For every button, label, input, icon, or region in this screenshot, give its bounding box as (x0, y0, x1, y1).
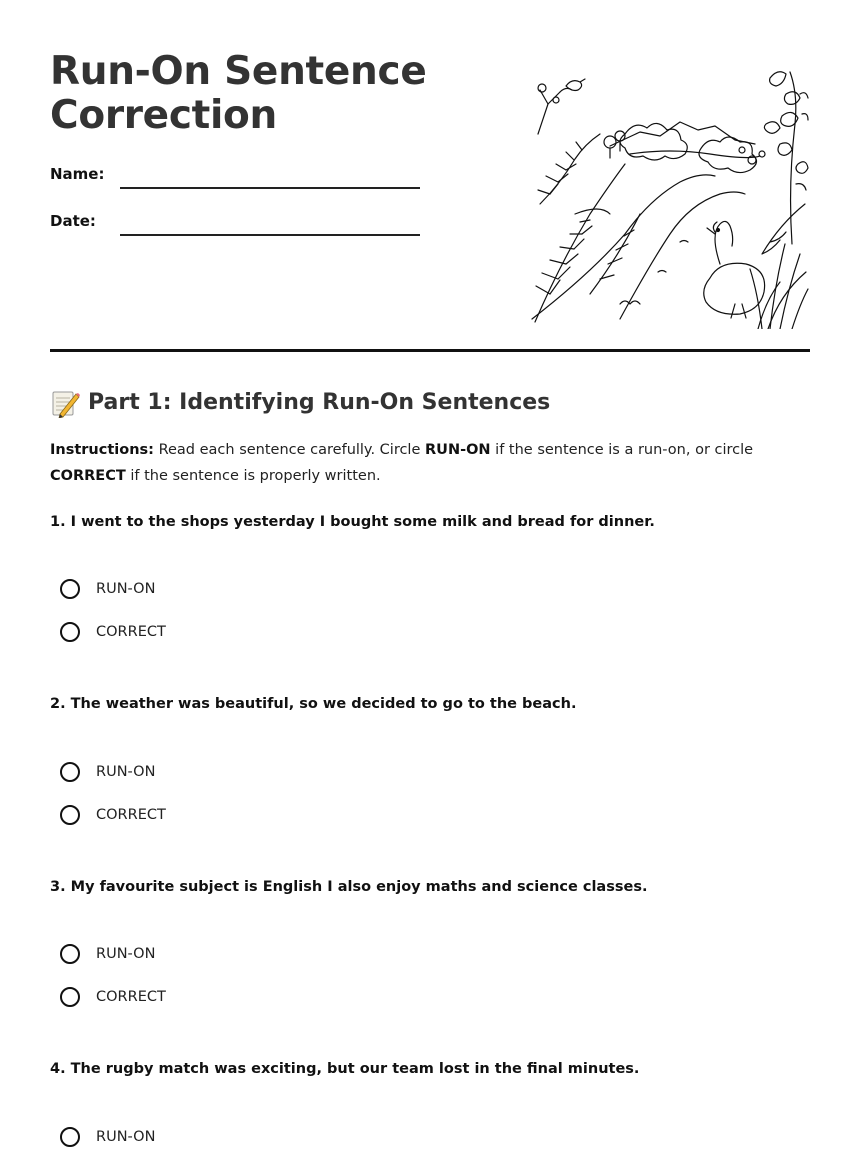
title-line-1: Run-On Sentence (50, 49, 427, 94)
nature-illustration (530, 64, 810, 329)
instructions-text: if the sentence is a run-on, or circle (490, 442, 754, 458)
option-label: RUN-ON (96, 946, 156, 962)
date-label: Date: (50, 212, 96, 230)
title-line-2: Correction (50, 93, 278, 138)
option-label: RUN-ON (96, 764, 156, 780)
radio-circle[interactable] (60, 762, 80, 782)
name-field[interactable] (120, 187, 420, 189)
option-label: RUN-ON (96, 581, 156, 597)
worksheet-page (50, 0, 810, 1145)
radio-circle[interactable] (60, 1127, 80, 1147)
option-correct[interactable] (60, 802, 166, 828)
question-text: 1. I went to the shops yesterday I bought some milk and bread for dinner. (50, 514, 655, 530)
radio-circle[interactable] (60, 944, 80, 964)
radio-circle[interactable] (60, 987, 80, 1007)
instructions-lead: Instructions: (50, 442, 154, 458)
option-label: CORRECT (96, 624, 166, 640)
option-correct[interactable] (60, 984, 166, 1010)
option-run-on[interactable] (60, 1124, 155, 1150)
section-title (50, 386, 550, 420)
memo-pencil-icon (50, 388, 80, 418)
option-run-on[interactable] (60, 576, 155, 602)
page-title (50, 50, 426, 138)
option-run-on[interactable] (60, 941, 155, 967)
option-correct[interactable] (60, 619, 166, 645)
option-run-on[interactable] (60, 759, 155, 785)
radio-circle[interactable] (60, 805, 80, 825)
instructions-text: if the sentence is properly written. (125, 468, 381, 484)
keyword-correct: CORRECT (50, 468, 126, 484)
question-1 (50, 512, 810, 640)
option-label: CORRECT (96, 989, 166, 1005)
worksheet-header (50, 0, 810, 352)
question-text: 2. The weather was beautiful, so we decided to go to the beach. (50, 696, 577, 712)
question-4 (50, 1059, 810, 1145)
date-field[interactable] (120, 234, 420, 236)
radio-circle[interactable] (60, 622, 80, 642)
option-label: CORRECT (96, 807, 166, 823)
section-title-text: Part 1: Identifying Run-On Sentences (88, 390, 551, 415)
option-label: RUN-ON (96, 1129, 156, 1145)
header-divider (50, 349, 810, 352)
keyword-run-on: RUN-ON (425, 442, 491, 458)
question-text: 4. The rugby match was exciting, but our team lost in the final minutes. (50, 1061, 640, 1077)
radio-circle[interactable] (60, 579, 80, 599)
question-2 (50, 694, 810, 823)
question-3 (50, 877, 810, 1005)
instructions (50, 437, 812, 489)
question-text: 3. My favourite subject is English I also enjoy maths and science classes. (50, 879, 648, 895)
instructions-text: Read each sentence carefully. Circle (153, 442, 425, 458)
name-label: Name: (50, 165, 105, 183)
